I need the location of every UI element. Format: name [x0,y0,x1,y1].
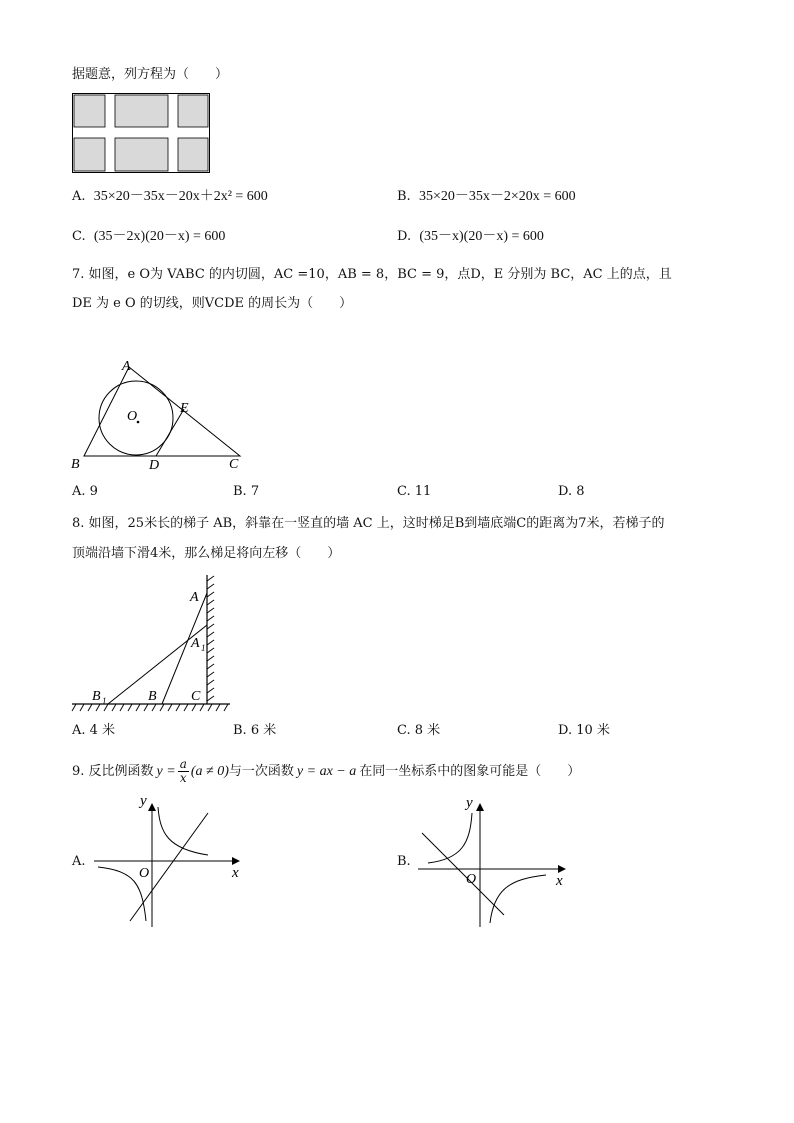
q8-label-a: A [190,590,199,605]
q9-fraction [178,758,189,785]
q7-option-d[interactable]: D. 8 [558,484,585,499]
q7-triangle-figure [66,352,246,472]
q8-stem-line2: 顶端沿墙下滑4米，那么梯足将向左移（ ） [72,546,341,561]
q9-stem-tail: 在同一坐标系中的图象可能是（ ） [359,763,581,779]
q9-linear: y = ax − a [296,763,357,779]
q8-label-b1: B [92,689,101,704]
q7-stem-line1: 7. 如图，e O为 VABC 的内切圆，AC =10，AB = 8，BC = 9，点D，E 分别为 BC，AC 上的点，且 [72,267,672,282]
q6-option-a-text: 35×20－35x－20x＋2x² = 600 [93,189,268,204]
q9-frac-den: x [179,771,187,785]
q9-graph-a-y-label: y [140,793,147,809]
q9-graph-a-origin: O [139,866,150,881]
q7-label-o: O [127,409,138,424]
q6-option-d-text: (35－x)(20－x) = 600 [419,229,544,244]
q9-frac-num: a [179,757,187,771]
q6-option-c-text: (35－2x)(20－x) = 600 [93,229,226,244]
q8-option-a[interactable]: A. 4 米 [72,723,116,738]
q6-option-a[interactable]: A. 35×20－35x－20x＋2x² = 600 [72,189,268,204]
q6-stem: 据题意，列方程为（ ） [72,67,229,82]
q7-option-b[interactable]: B. 7 [233,484,260,499]
q9-graph-b-y-label: y [466,795,473,811]
q7-label-e: E [180,401,189,416]
q7-label-a: A [122,359,131,374]
q7-label-c: C [229,457,239,472]
q8-label-b: B [148,689,157,704]
q9-stem [72,758,580,785]
q9-option-b-letter[interactable]: B. [397,854,411,869]
q7-label-b: B [71,457,80,472]
q9-graph-b-origin: O [466,872,477,887]
q8-label-b1-sub: 1 [102,696,107,706]
q6-option-b-text: 35×20－35x－2×20x = 600 [418,189,576,204]
q8-option-c[interactable]: C. 8 米 [397,723,441,738]
q9-option-a-letter[interactable]: A. [72,854,86,869]
q8-stem-line1: 8. 如图，25米长的梯子 AB，斜靠在一竖直的墙 AC 上，这时梯足B到墙底端C的距离为7米，若梯子的 [72,516,665,531]
q7-option-a[interactable]: A. 9 [72,484,98,499]
q9-stem-lead: 9. 反比例函数 [72,763,154,779]
q9-stem-mid: 与一次函数 [228,763,294,779]
q8-option-d[interactable]: D. 10 米 [558,723,610,738]
q6-option-b[interactable]: B. 35×20－35x－2×20x = 600 [397,189,576,204]
q9-graph-a-x-label: x [232,865,239,881]
q8-ladder-figure [72,573,232,718]
q6-option-d[interactable]: D. (35－x)(20－x) = 600 [397,229,544,244]
q7-option-c[interactable]: C. 11 [397,484,432,499]
q9-graph-b-x-label: x [556,873,563,889]
q8-label-a1: A [191,636,200,651]
q7-stem-line2: DE 为 e O 的切线，则VCDE 的周长为（ ） [72,296,353,311]
q7-label-d: D [149,458,160,473]
q6-option-c[interactable]: C. (35－2x)(20－x) = 600 [72,229,226,244]
q9-y-eq: y = [156,763,176,779]
q6-rectangle-figure [72,93,210,173]
q8-label-c: C [191,689,201,704]
q9-graph-b[interactable] [414,793,574,933]
q8-option-b[interactable]: B. 6 米 [233,723,277,738]
q9-graph-a[interactable] [90,793,250,933]
q8-label-a1-sub: 1 [201,643,206,653]
q9-condition: (a ≠ 0) [190,763,229,779]
